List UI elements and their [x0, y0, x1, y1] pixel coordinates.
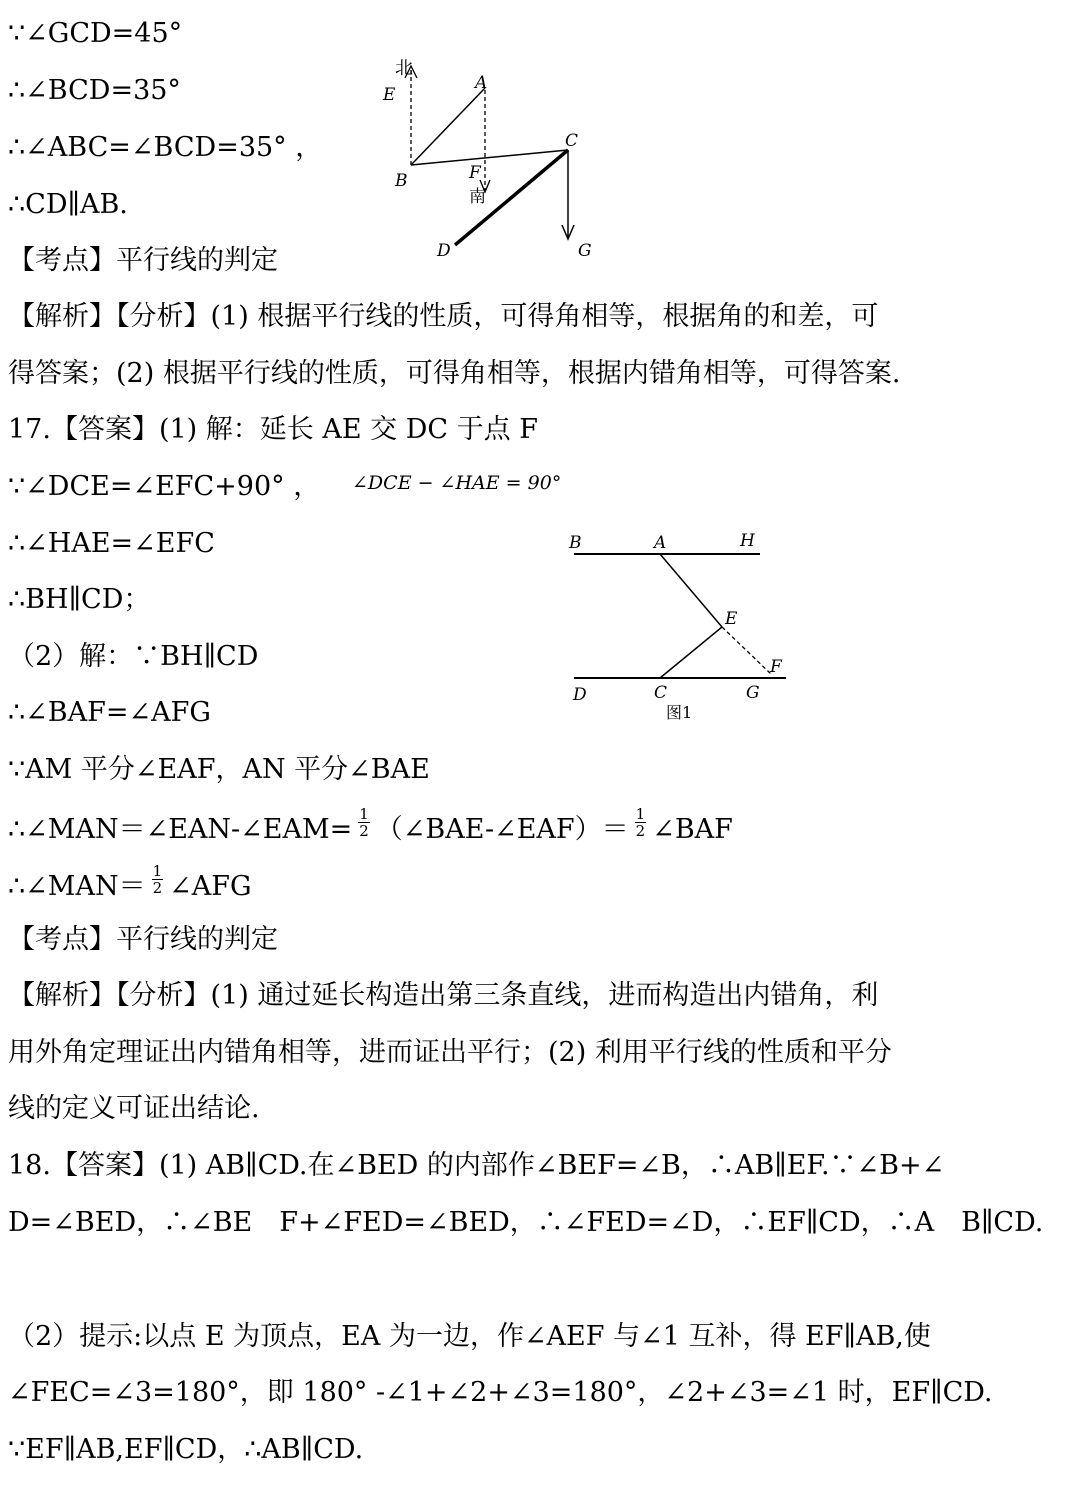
- figure-compass-diagram: [375, 50, 615, 270]
- kaodian-heading-2: 【考点】平行线的判定: [8, 924, 278, 955]
- label-b: B: [569, 533, 582, 553]
- text-line-17-5: ∴∠BAF=∠AFG: [8, 697, 211, 728]
- text-line-17-8: [8, 862, 252, 907]
- analysis-line-1: 【解析】【分析】(1) 根据平行线的性质，可得角相等，根据角的和差，可: [8, 301, 879, 332]
- label-e: E: [725, 609, 738, 629]
- fraction-half: $\frac{1}{2}$: [635, 805, 646, 840]
- text-line-4: ∴CD∥AB.: [8, 189, 128, 220]
- man-result: ∴∠MAN＝: [8, 871, 146, 902]
- angle-difference: （∠BAE-∠EAF）＝: [375, 814, 629, 845]
- label-a: A: [475, 73, 488, 93]
- label-g: G: [746, 683, 760, 703]
- man-expression: ∴∠MAN＝∠EAN-∠EAM=: [8, 814, 353, 845]
- text-line-17-3: ∴BH∥CD；: [8, 584, 151, 615]
- text-line-17-1: ∵∠DCE=∠EFC+90° ，: [8, 471, 321, 502]
- segment-ce: [660, 627, 722, 678]
- angle-baf: ∠BAF: [652, 814, 733, 845]
- answer-18-line-3: （2）提示:以点 E 为顶点，EA 为一边，作∠AEF 与∠1 互补，得 EF∥AB,使: [8, 1321, 931, 1352]
- analysis-line-2: 得答案；(2) 根据平行线的性质，可得角相等，根据内错角相等，可得答案.: [8, 358, 901, 389]
- formula-dce-hae: ∠DCE − ∠HAE = 90°: [352, 472, 562, 494]
- text-line-2: ∴∠BCD=35°: [8, 75, 181, 106]
- text-line-17-2: ∴∠HAE=∠EFC: [8, 528, 215, 559]
- analysis-17-line-3: 线的定义可证出结论.: [8, 1093, 260, 1124]
- label-a: A: [654, 533, 667, 553]
- answer-18-line-4: ∠FEC=∠3=180°，即 180° -∠1+∠2+∠3=180°，∠2+∠3=∠1 时，EF∥CD.: [8, 1377, 993, 1408]
- label-d: D: [437, 241, 451, 261]
- segment-ba: [411, 88, 485, 165]
- label-c: C: [565, 131, 579, 151]
- text-line-17-6: ∵AM 平分∠EAF，AN 平分∠BAE: [8, 754, 430, 785]
- analysis-17-line-1: 【解析】【分析】(1) 通过延长构造出第三条直线，进而构造出内错角，利: [8, 980, 879, 1011]
- fraction-half: $\frac{1}{2}$: [152, 862, 163, 897]
- label-e: E: [383, 85, 396, 105]
- label-g: G: [578, 241, 592, 261]
- label-north: 北: [395, 58, 413, 79]
- label-c: C: [654, 683, 668, 703]
- label-f: F: [469, 163, 481, 183]
- text-line-1: ∵∠GCD=45°: [8, 18, 183, 49]
- answer-18-line-1: 18.【答案】(1) AB∥CD.在∠BED 的内部作∠BEF=∠B，∴AB∥EF.∵∠B+∠: [8, 1150, 945, 1181]
- label-f: F: [770, 657, 782, 677]
- label-b: B: [395, 171, 408, 191]
- label-south: 南: [469, 187, 486, 207]
- answer-18-line-5: ∵EF∥AB,EF∥CD，∴AB∥CD.: [8, 1434, 364, 1465]
- answer-18-line-2: D=∠BED，∴∠BE F+∠FED=∠BED，∴∠FED=∠D，∴EF∥CD，∴A B∥CD.: [8, 1207, 1044, 1238]
- figure-caption: 图1: [666, 703, 693, 722]
- kaodian-heading-1: 【考点】平行线的判定: [8, 245, 278, 276]
- label-d: D: [573, 685, 587, 705]
- figure-parallel-lines: [560, 520, 800, 730]
- segment-ef-dashed: [722, 627, 772, 675]
- text-line-3: ∴∠ABC=∠BCD=35° ，: [8, 132, 323, 163]
- answer-17-heading: 17.【答案】(1) 解：延长 AE 交 DC 于点 F: [8, 414, 538, 445]
- fraction-half: $\frac{1}{2}$: [359, 805, 369, 840]
- segment-ae: [660, 554, 722, 627]
- text-line-17-7: [8, 805, 733, 850]
- segment-bc: [411, 150, 568, 165]
- angle-afg: ∠AFG: [169, 871, 252, 902]
- label-h: H: [740, 531, 755, 551]
- analysis-17-line-2: 用外角定理证出内错角相等，进而证出平行；(2) 利用平行线的性质和平分: [8, 1037, 892, 1068]
- text-line-17-4: （2）解：∵BH∥CD: [8, 641, 259, 672]
